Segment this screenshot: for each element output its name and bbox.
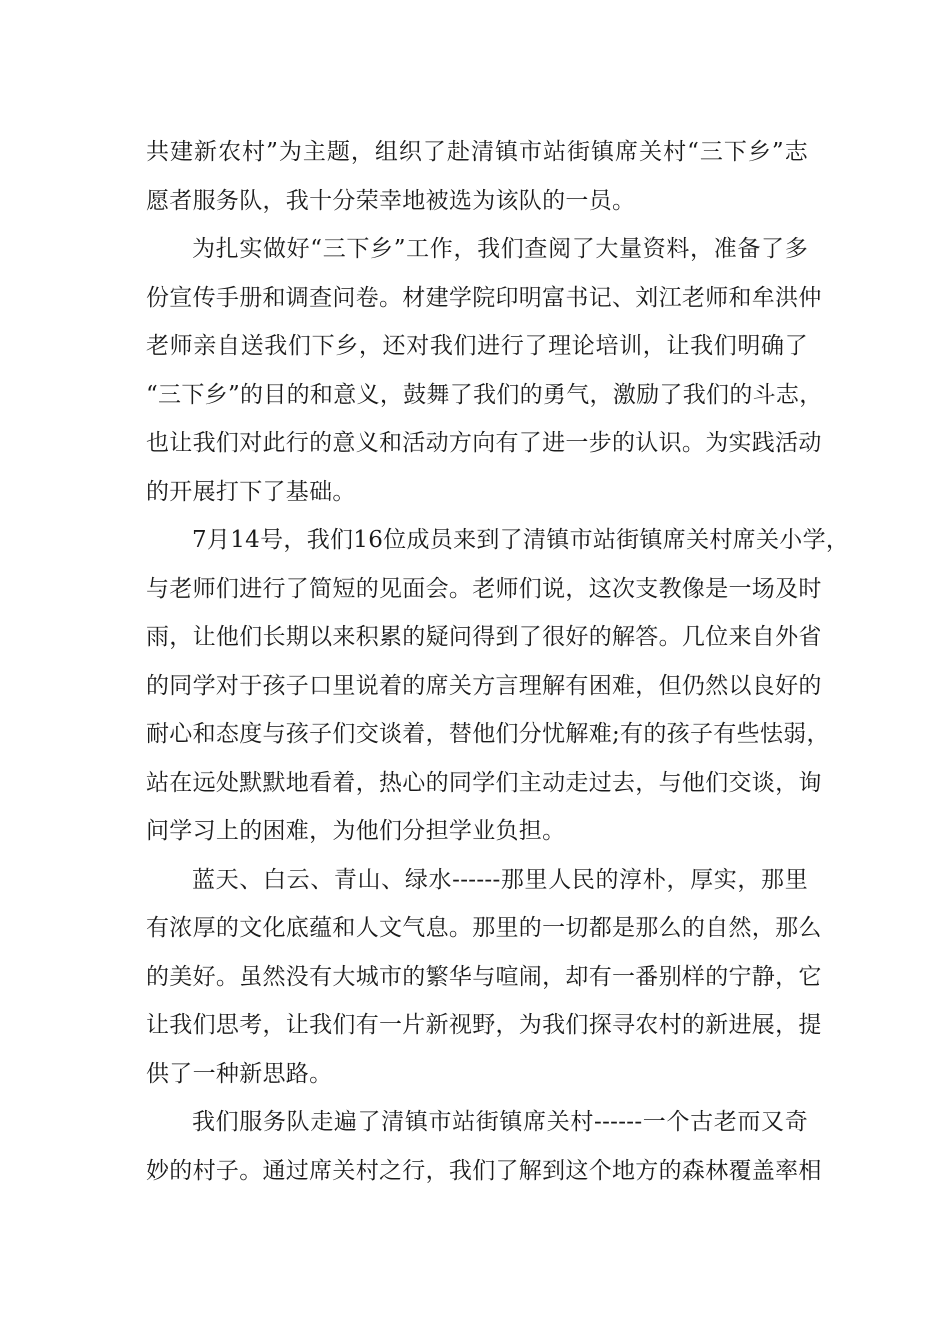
text-line: “三下乡”的目的和意义，鼓舞了我们的勇气，激励了我们的斗志， [146,381,823,408]
text-line: 妙的村子。通过席关村之行，我们了解到这个地方的森林覆盖率相 [146,1157,822,1184]
text-line: 也让我们对此行的意义和活动方向有了进一步的认识。为实践活动 [146,430,822,456]
text-line: 份宣传手册和调查问卷。材建学院印明富书记、刘江老师和牟洪仲 [146,284,822,311]
text-line: 的开展打下了基础。 [146,478,356,505]
text-line: 让我们思考，让我们有一片新视野，为我们探寻农村的新进展，提 [146,1012,822,1038]
text-line: 愿者服务队，我十分荣幸地被选为该队的一员。 [146,187,636,214]
text-line: 站在远处默默地看着，热心的同学们主动走过去，与他们交谈，询 [146,769,822,796]
text-line: 耐心和态度与孩子们交谈着，替他们分忧解难;有的孩子有些怯弱， [146,721,830,747]
text-line: 有浓厚的文化底蕴和人文气息。那里的一切都是那么的自然，那么 [146,915,822,941]
paragraph [146,128,808,225]
text-line: 为扎实做好“三下乡”工作，我们查阅了大量资料，准备了多 [192,236,808,262]
text-line: 7月14号，我们16位成员来到了清镇市站街镇席关村席关小学， [192,527,850,553]
text-line: 与老师们进行了简短的见面会。老师们说，这次支教像是一场及时 [146,575,822,602]
text-line: 的美好。虽然没有大城市的繁华与喧闹，却有一番别样的宁静，它 [146,963,822,990]
paragraph [146,516,850,856]
text-line: 共建新农村”为主题，组织了赴清镇市站街镇席关村“三下乡”志 [146,139,808,165]
text-line: 老师亲自送我们下乡，还对我们进行了理论培训，让我们明确了 [146,333,808,359]
paragraph [146,1098,822,1195]
text-line: 供了一种新思路。 [146,1060,333,1087]
text-line: 蓝天、白云、青山、绿水------那里人民的淳朴，厚实，那里 [192,866,808,893]
text-line: 雨，让他们长期以来积累的疑问得到了很好的解答。几位来自外省 [146,624,822,650]
text-line: 的同学对于孩子口里说着的席关方言理解有困难，但仍然以良好的 [146,672,822,699]
document-body [146,128,850,1195]
paragraph [146,225,823,516]
text-line: 我们服务队走遍了清镇市站街镇席关村------一个古老而又奇 [192,1109,808,1135]
paragraph [146,856,822,1099]
text-line: 问学习上的困难，为他们分担学业负担。 [146,818,566,844]
